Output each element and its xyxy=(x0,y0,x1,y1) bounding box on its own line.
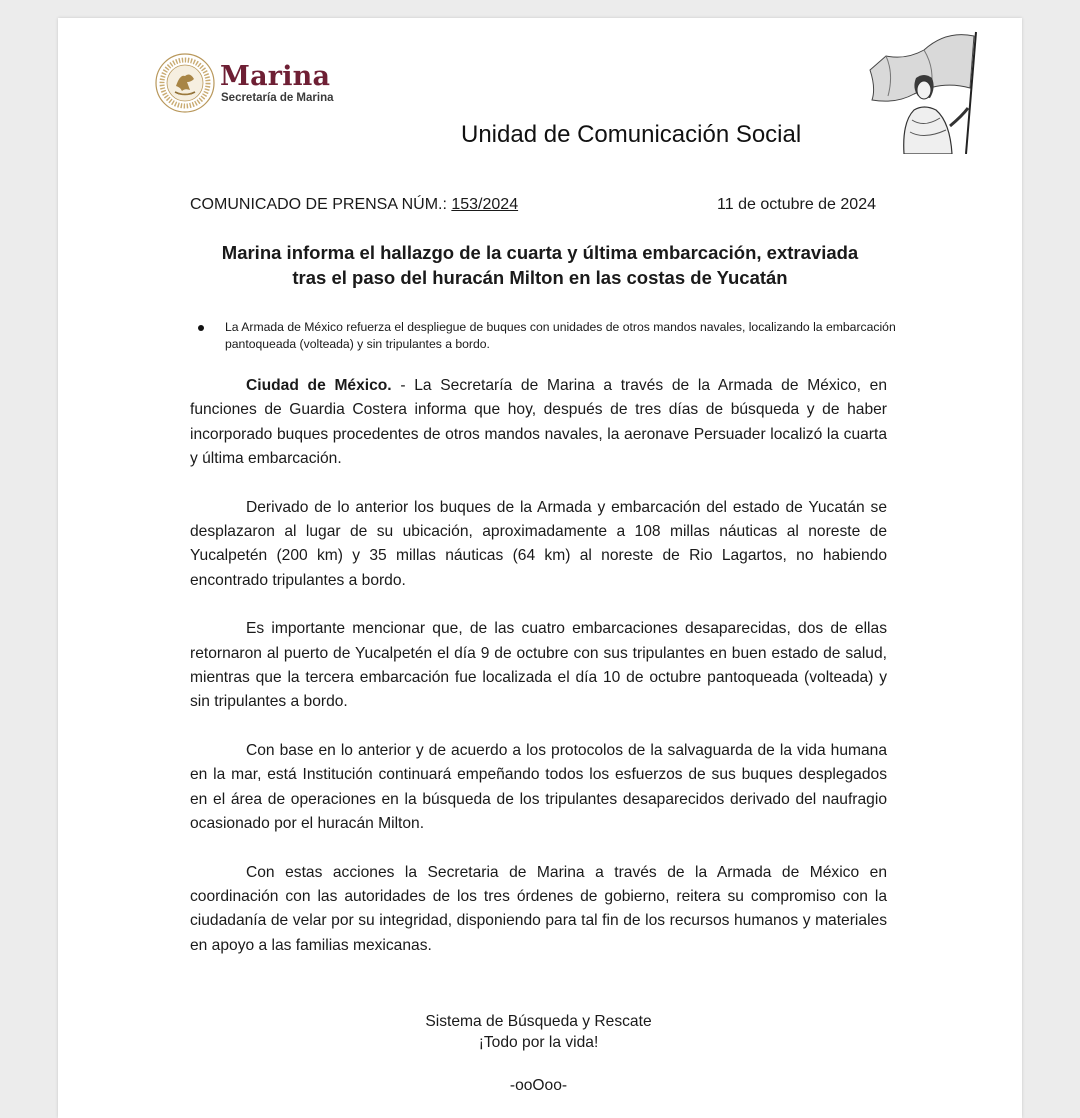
headline-line: tras el paso del huracán Milton en las costas de Yucatán xyxy=(292,267,788,288)
press-release-label: COMUNICADO DE PRENSA NÚM.: xyxy=(190,196,452,213)
press-release-page xyxy=(58,18,1022,1118)
paragraph: Es importante mencionar que, de las cuatro embarcaciones desaparecidas, dos de ellas retornaron al puerto de Yucalpetén el día 9 de octubre con sus tripulantes en buen estado de salud, mientras que la tercera embarcación fue localizada el día 10 de octubre pantoqueada (volteada) y sin tripulantes a bordo. xyxy=(190,620,887,711)
paragraph: Derivado de lo anterior los buques de la Armada y embarcación del estado de Yucatán se desplazaron al lugar de su ubicación, aproximadamente a 108 millas náuticas al noreste de Yucalpetén (200 km) y 35 millas náuticas (64 km) al noreste de Rio Lagartos, no habiendo encontrado tripulantes a bordo. xyxy=(190,498,887,589)
dateline: Ciudad de México. xyxy=(246,377,392,394)
paragraph-text: - La Secretaría de Marina a través de la Armada de México, en funciones de Guardia Costera informa que hoy, después de tres días de búsqueda y de haber incorporado buques procedentes de otros mandos navales, la aeronave Persuader localizó la cuarta y última embarcación. xyxy=(190,377,887,468)
bullet-icon xyxy=(198,325,204,331)
highlight-item xyxy=(198,319,898,353)
highlight-text: La Armada de México refuerza el despliegue de buques con unidades de otros mandos navales, localizando la embarcación pantoqueada (volteada) y sin tripulantes a bordo. xyxy=(225,320,896,351)
brand-subtitle: Secretaría de Marina xyxy=(221,92,334,104)
highlights-list xyxy=(198,319,898,353)
release-date: 11 de octubre de 2024 xyxy=(717,196,876,213)
headline-line: Marina informa el hallazgo de la cuarta y última embarcación, extraviada xyxy=(221,242,859,263)
signature-block xyxy=(190,1011,887,1053)
press-release-number xyxy=(190,194,518,216)
unit-title: Unidad de Comunicación Social xyxy=(461,121,802,148)
paragraph: Con base en lo anterior y de acuerdo a los protocolos de la salvaguarda de la vida humana en la mar, está Institución continuará empeñando todos los esfuerzos de sus buques desplegados en el área de operaciones en la búsqueda de los tripulantes desaparecidos derivado del naufragio ocasionado por el huracán Milton. xyxy=(190,741,887,833)
press-release-num: 153/2024 xyxy=(451,196,519,213)
signature-motto: ¡Todo por la vida! xyxy=(478,1034,599,1051)
mexican-coat-of-arms-seal-icon xyxy=(154,52,216,114)
heroine-with-flag-illustration-icon xyxy=(866,30,986,154)
brand-name: Marina xyxy=(220,61,331,92)
signature-line: Sistema de Búsqueda y Rescate xyxy=(425,1013,652,1030)
paragraph: Con estas acciones la Secretaria de Marina a través de la Armada de México en coordinación con las autoridades de los tres órdenes de gobierno, reitera su compromiso con la ciudadanía de velar por su integridad, disponiendo para tal fin de los recursos humanos y materiales en apoyo a las familias mexicanas. xyxy=(190,863,887,954)
paragraph xyxy=(190,374,887,472)
closing-mark: -ooOoo- xyxy=(509,1077,568,1094)
headline xyxy=(190,240,890,290)
article-body xyxy=(190,374,887,982)
